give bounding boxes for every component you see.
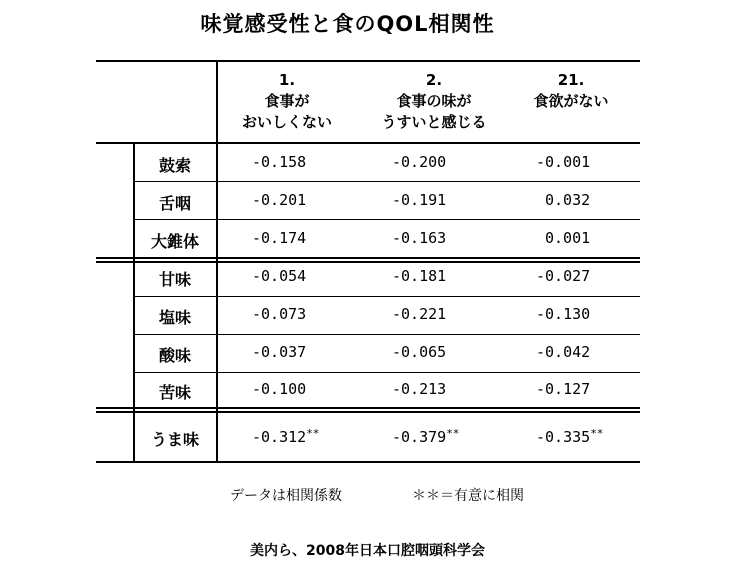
row-rule — [133, 334, 640, 335]
significance-note: ＊＊＝有意に相関 — [412, 488, 524, 504]
row-label: 苦味 — [158, 383, 191, 402]
value-cell: -0.181 — [392, 267, 447, 285]
value-cell: 0.032 — [545, 191, 591, 209]
value-number: -0.379 — [392, 428, 447, 446]
value-cell — [392, 427, 459, 446]
page-title: 味覚感受性と食のQOL相関性 — [200, 12, 495, 36]
row-label: 鼓索 — [158, 156, 191, 175]
value-cell: -0.221 — [392, 305, 447, 323]
value-cell — [252, 427, 319, 446]
value-cell: -0.130 — [536, 305, 591, 323]
row-label: 甘味 — [158, 270, 191, 289]
value-cell: -0.042 — [536, 343, 591, 361]
row-label: 舌咽 — [158, 194, 191, 213]
significance-mark: ** — [590, 427, 604, 440]
column-number: 2. — [425, 71, 443, 89]
row-label: 大錐体 — [150, 232, 199, 251]
table-top-rule — [96, 60, 640, 62]
significance-mark: ** — [446, 427, 460, 440]
row-label: 塩味 — [158, 308, 191, 327]
value-cell: -0.100 — [252, 380, 307, 398]
value-cell: -0.073 — [252, 305, 307, 323]
value-cell: -0.001 — [536, 153, 591, 171]
group-rule-2a — [96, 407, 640, 409]
column-number: 21. — [557, 71, 585, 89]
row-label: 酸味 — [158, 346, 191, 365]
data-note: データは相関係数 — [230, 488, 342, 504]
column-header — [511, 70, 631, 112]
header-bottom-rule — [96, 142, 640, 144]
row-rule — [133, 372, 640, 373]
value-cell: -0.027 — [536, 267, 591, 285]
row-rule — [133, 296, 640, 297]
table-bottom-rule — [96, 461, 640, 463]
value-number: -0.335 — [536, 428, 591, 446]
value-cell: -0.065 — [392, 343, 447, 361]
row-rule — [133, 219, 640, 220]
value-cell: -0.054 — [252, 267, 307, 285]
column-label: おいしくない — [241, 113, 332, 131]
column-label: 食欲がない — [533, 92, 609, 110]
value-cell: -0.163 — [392, 229, 447, 247]
value-cell: -0.200 — [392, 153, 447, 171]
column-number: 1. — [278, 71, 296, 89]
column-label: 食事の味が — [396, 92, 472, 110]
value-cell: -0.174 — [252, 229, 307, 247]
value-cell: -0.037 — [252, 343, 307, 361]
row-rule — [133, 181, 640, 182]
column-header — [364, 70, 504, 133]
value-cell: -0.127 — [536, 380, 591, 398]
column-header — [222, 70, 352, 133]
value-cell: -0.191 — [392, 191, 447, 209]
group-rule-1b — [96, 261, 640, 263]
value-cell: -0.201 — [252, 191, 307, 209]
value-cell: -0.158 — [252, 153, 307, 171]
group-rule-2b — [96, 411, 640, 413]
value-number: -0.312 — [252, 428, 307, 446]
group-rule-1a — [96, 257, 640, 259]
row-label: うま味 — [150, 430, 199, 449]
source-citation: 美内ら、2008年日本口腔咽頭科学会 — [250, 543, 485, 559]
column-label: 食事が — [264, 92, 310, 110]
header-divider — [216, 60, 218, 142]
value-cell — [536, 427, 603, 446]
correlation-table — [96, 60, 640, 465]
value-cell: -0.213 — [392, 380, 447, 398]
value-cell: 0.001 — [545, 229, 591, 247]
column-label: うすいと感じる — [381, 113, 487, 131]
significance-mark: ** — [306, 427, 320, 440]
